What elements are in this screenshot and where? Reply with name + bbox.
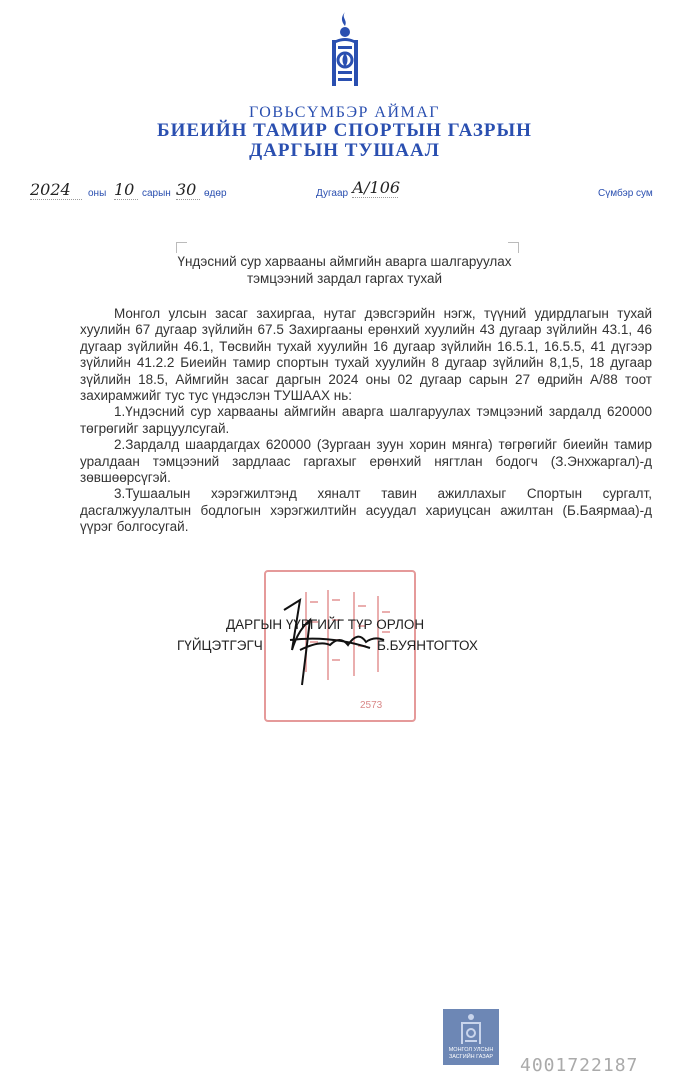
- document-serial-number: 4001722187: [520, 1055, 639, 1076]
- day-value: 30: [176, 180, 200, 200]
- year-value: 2024: [30, 180, 82, 200]
- soyombo-mini-icon: [443, 1009, 499, 1049]
- preamble-paragraph: Монгол улсын засаг захиргаа, нутаг дэвсгэрийн нэгж, түүний удирдлагын тухай хуулийн 67 дугаар зүйлийн 67.5 Захиргааны ерөнхий хуулийн 43 дугаар зүйлийн 43.1, 46 дугаар зүйлийн 46.1, Төсвийн тухай хуулийн 16 дугаар зүйлийн 16.5.1, 16.5.5, 41 дүгээр зүйлийн 41.2.2 Биеийн тамир спортын тухай хуулийн 8 дугаар зүйлийн 8,1,5, 18 дугаар зүйлийн 18.5, Аймгийн засаг даргын 2024 оны 02 дугаар сарын 27 өдрийн А/88 тоот захирамжийг тус тус үндэслэн ТУШААХ нь:: [80, 306, 652, 404]
- soyombo-emblem-icon: [328, 10, 362, 88]
- number-label: Дугаар: [316, 188, 349, 199]
- order-item-3: 3.Тушаалын хэрэгжилтэнд хяналт тавин ажиллахыг Спортын сургалт, дасгалжуулалтын бодлогын хэрэгжилтийн асуудал хариуцсан ажилтан (Б.Баярмаа)-д үүрэг болгосугай.: [80, 486, 652, 535]
- title-bracket-right: [508, 242, 519, 253]
- signatory-position-line1: ДАРГЫН ҮҮРГИЙГ ТҮР ОРЛОН: [226, 617, 425, 632]
- government-logo: [443, 1009, 499, 1065]
- month-label: сарын: [142, 188, 171, 199]
- signatory-position-line2: ГҮЙЦЭТГЭГЧ: [177, 638, 263, 653]
- logo-caption-line1: МОНГОЛ УЛСЫН: [448, 1047, 494, 1053]
- year-label: оны: [88, 188, 107, 199]
- handwritten-signature-icon: [270, 590, 410, 690]
- place-name: Сүмбэр сум: [598, 188, 653, 199]
- stamp-number: 2573: [360, 700, 383, 711]
- agency-name: БИЕИЙН ТАМИР СПОРТЫН ГАЗРЫН: [157, 120, 532, 141]
- day-label: өдөр: [204, 188, 227, 199]
- title-bracket-left: [176, 242, 187, 253]
- signatory-name: Б.БУЯНТОГТОХ: [377, 638, 478, 653]
- month-value: 10: [114, 180, 138, 200]
- order-title-line1: Үндэсний сур харвааны аймгийн аварга шалгаруулах: [177, 254, 512, 269]
- order-item-2: 2.Зардалд шаардагдах 620000 (Зургаан зуун хорин мянга) төгрөгийг биеийн тамир уралдаан тэмцээний зардлаас гаргахыг ерөнхий нягтлан бодогч (З.Энхжаргал)-д зөвшөөрсүгэй.: [80, 437, 652, 486]
- logo-caption: [443, 1047, 499, 1061]
- logo-caption-line2: ЗАСГИЙН ГАЗАР: [448, 1054, 494, 1060]
- region-name: ГОВЬСҮМБЭР АЙМАГ: [248, 104, 441, 121]
- date-number-line: [30, 180, 670, 204]
- order-item-1: 1.Үндэсний сур харвааны аймгийн аварга шалгаруулах тэмцээний зардалд 620000 төгрөгийг зарцуулсугай.: [80, 404, 652, 436]
- number-value: А/106: [352, 178, 401, 197]
- order-title-line2: тэмцээний зардал гаргах тухай: [246, 271, 443, 286]
- document-type: ДАРГЫН ТУШААЛ: [249, 140, 440, 161]
- order-body: [80, 306, 652, 536]
